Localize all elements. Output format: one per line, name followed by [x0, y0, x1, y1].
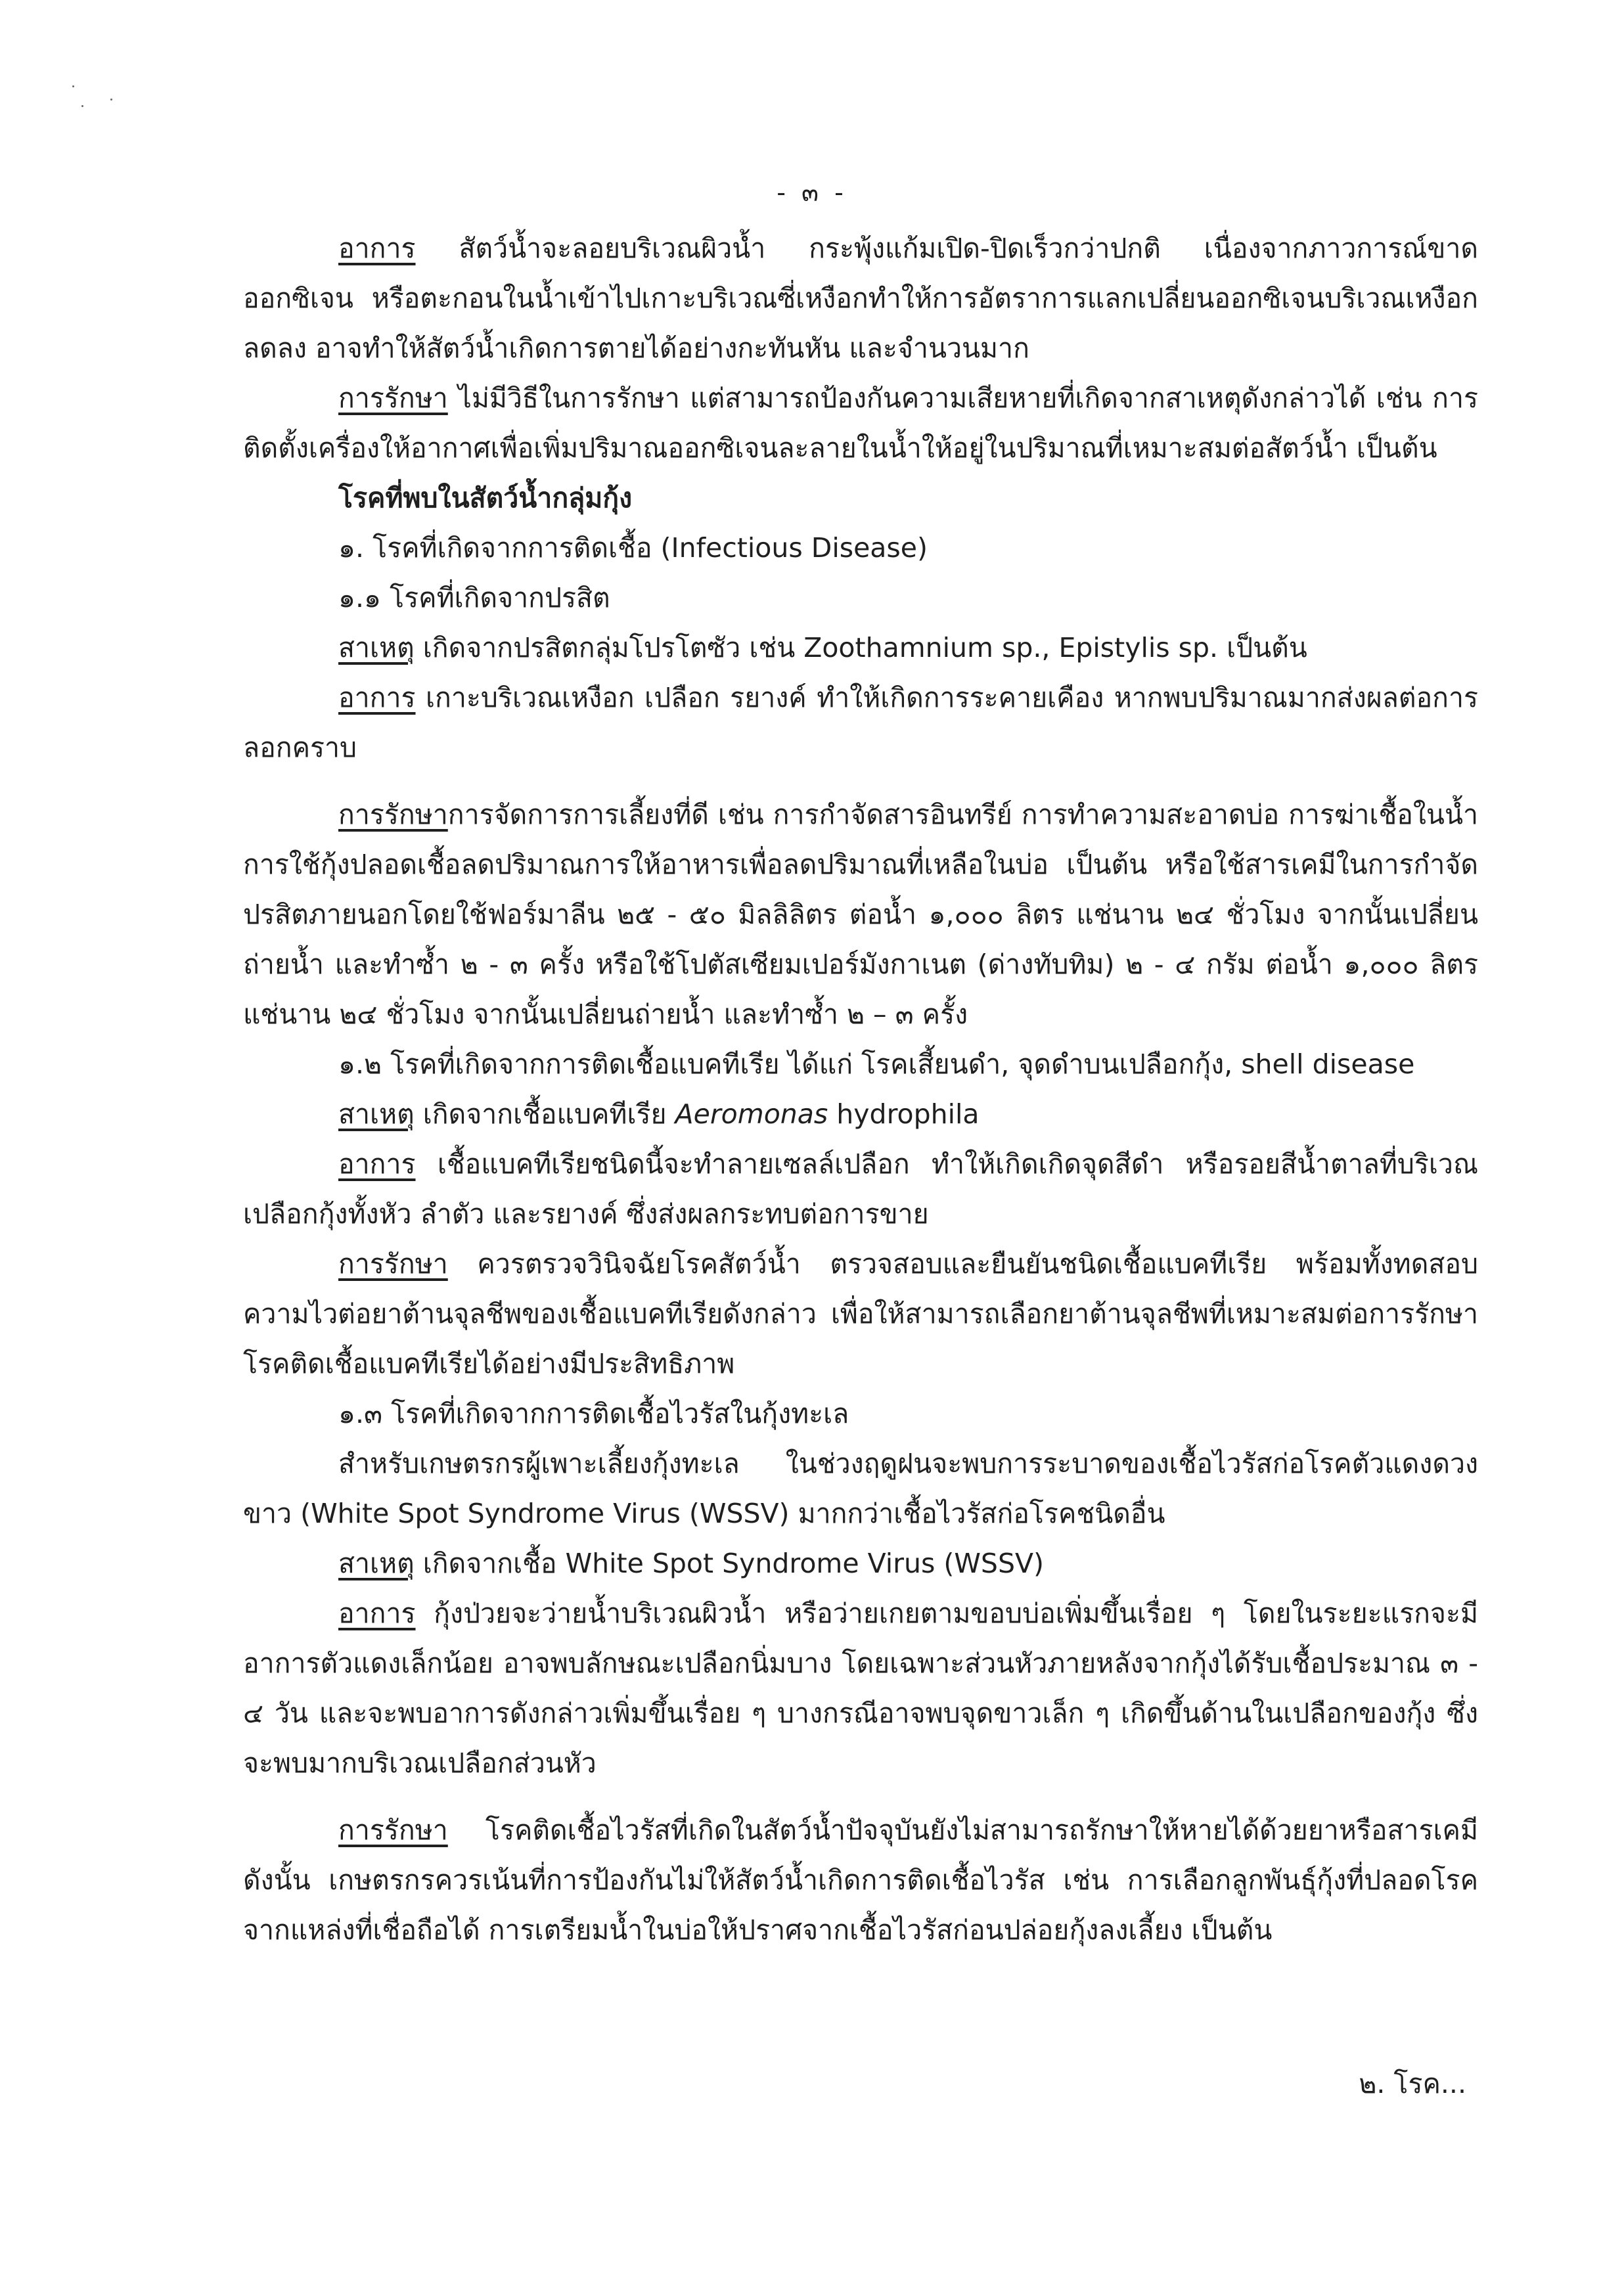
paragraph-label: การรักษา: [338, 382, 448, 414]
paragraph: [243, 790, 1478, 1039]
paragraph: [243, 1805, 1478, 1955]
scan-speck-2: [81, 105, 83, 107]
paragraph-text: ๑. โรคที่เกิดจากการติดเชื้อ (Infectious Disease): [338, 532, 928, 564]
paragraph: [243, 1538, 1478, 1588]
paragraph: [243, 223, 1478, 373]
paragraph-text: สัตว์น้ำจะลอยบริเวณผิวน้ำ กระพุ้งแก้มเปิด-ปิดเร็วกว่าปกติ เนื่องจากภาวการณ์ขาดออกซิเจน หรือตะกอนในน้ำเข้าไปเกาะบริเวณซี่เหงือกทำให้การอัตราการแลกเปลี่ยนออกซิเจนบริเวณเหงือกลดลง อาจทำให้สัตว์น้ำเกิดการตายได้อย่างกะทันหัน และจำนวนมาก: [243, 233, 1478, 364]
paragraph: [243, 673, 1478, 773]
document-body: [243, 223, 1478, 1955]
paragraph: [243, 373, 1478, 473]
paragraph-label: การรักษา: [338, 1814, 448, 1846]
paragraph-label: อาการ: [338, 233, 416, 264]
page-number: - ๓ -: [777, 178, 847, 207]
paragraph: [243, 1139, 1478, 1239]
paragraph-label: อาการ: [338, 1598, 416, 1629]
paragraph-text: กุ้งป่วยจะว่ายน้ำบริเวณผิวน้ำ หรือว่ายเกยตามขอบบ่อเพิ่มขึ้นเรื่อย ๆ โดยในระยะแรกจะมีอาการตัวแดงเล็กน้อย อาจพบลักษณะเปลือกนิ่มบาง โดยเฉพาะส่วนหัวภายหลังจากกุ้งได้รับเชื้อประมาณ ๓ - ๔ วัน และจะพบอาการดังกล่าวเพิ่มขึ้นเรื่อย ๆ บางกรณีอาจพบจุดขาวเล็ก ๆ เกิดขึ้นด้านในเปลือกของกุ้ง ซึ่งจะพบมากบริเวณเปลือกส่วนหัว: [243, 1598, 1478, 1779]
paragraph-label: สาเหตุ: [338, 632, 415, 663]
scan-speck-1: [72, 85, 74, 87]
paragraph-text: ควรตรวจวินิจฉัยโรคสัตว์น้ำ ตรวจสอบและยืนยันชนิดเชื้อแบคทีเรีย พร้อมทั้งทดสอบความไวต่อยาต้านจุลชีพของเชื้อแบคทีเรียดังกล่าว เพื่อให้สามารถเลือกยาต้านจุลชีพที่เหมาะสมต่อการรักษาโรคติดเชื้อแบคทีเรียได้อย่างมีประสิทธิภาพ: [243, 1248, 1478, 1379]
paragraph-text: ๑.๒ โรคที่เกิดจากการติดเชื้อแบคทีเรีย ได้แก่ โรคเสี้ยนดำ, จุดดำบนเปลือกกุ้ง, shell disease: [338, 1048, 1415, 1080]
paragraph-text: เกิดจากเชื้อ White Spot Syndrome Virus (WSSV): [414, 1548, 1045, 1579]
paragraph-text: ๑.๓ โรคที่เกิดจากการติดเชื้อไวรัสในกุ้งทะเล: [338, 1398, 849, 1429]
section-heading: โรคที่พบในสัตว์น้ำกลุ่มกุ้ง: [338, 482, 633, 514]
scientific-name: Aeromonas: [675, 1098, 828, 1130]
paragraph: [243, 1389, 1478, 1439]
paragraph: [243, 523, 1478, 573]
paragraph: [243, 1039, 1478, 1089]
paragraph: [243, 1089, 1478, 1139]
scan-speck-3: [110, 99, 112, 101]
paragraph-text: เกาะบริเวณเหงือก เปลือก รยางค์ ทำให้เกิดการระคายเคือง หากพบปริมาณมากส่งผลต่อการลอกคราบ: [243, 682, 1478, 763]
paragraph-text: สำหรับเกษตรกรผู้เพาะเลี้ยงกุ้งทะเล ในช่วงฤดูฝนจะพบการระบาดของเชื้อไวรัสก่อโรคตัวแดงดวงขาว (White Spot Syndrome Virus (WSSV) มากกว่าเชื้อไวรัสก่อโรคชนิดอื่น: [243, 1448, 1478, 1529]
paragraph-text: โรคติดเชื้อไวรัสที่เกิดในสัตว์น้ำปัจจุบันยังไม่สามารถรักษาให้หายได้ด้วยยาหรือสารเคมี ดังนั้น เกษตรกรควรเน้นที่การป้องกันไม่ให้สัตว์น้ำเกิดการติดเชื้อไวรัส เช่น การเลือกลูกพันธุ์กุ้งที่ปลอดโรคจากแหล่งที่เชื่อถือได้ การเตรียมน้ำในบ่อให้ปราศจากเชื้อไวรัสก่อนปล่อยกุ้งลงเลี้ยง เป็นต้น: [243, 1814, 1478, 1946]
paragraph-text: ๑.๑ โรคที่เกิดจากปรสิต: [338, 582, 610, 614]
paragraph: [243, 1588, 1478, 1788]
paragraph-label: สาเหตุ: [338, 1098, 415, 1130]
paragraph-label: อาการ: [338, 1148, 416, 1180]
paragraph-label: การรักษา: [338, 799, 448, 830]
paragraph-text: ไม่มีวิธีในการรักษา แต่สามารถป้องกันความเสียหายที่เกิดจากสาเหตุดังกล่าวได้ เช่น การติดตั้งเครื่องให้อากาศเพื่อเพิ่มปริมาณออกซิเจนละลายในน้ำให้อยู่ในปริมาณที่เหมาะสมต่อสัตว์น้ำ เป็นต้น: [243, 382, 1478, 464]
paragraph-text: เชื้อแบคทีเรียชนิดนี้จะทำลายเซลล์เปลือก ทำให้เกิดเกิดจุดสีดำ หรือรอยสีน้ำตาลที่บริเวณเปลือกกุ้งทั้งหัว ลำตัว และรยางค์ ซึ่งส่งผลกระทบต่อการขาย: [243, 1148, 1478, 1230]
paragraph: [243, 623, 1478, 673]
paragraph: [243, 1439, 1478, 1538]
paragraph-label: อาการ: [338, 682, 416, 713]
paragraph: [243, 573, 1478, 623]
paragraph-text-after: hydrophila: [828, 1098, 980, 1130]
next-page-catchword: ๒. โรค...: [1359, 2068, 1466, 2099]
paragraph-text: การจัดการการเลี้ยงที่ดี เช่น การกำจัดสารอินทรีย์ การทำความสะอาดบ่อ การฆ่าเชื้อในน้ำ การใช้กุ้งปลอดเชื้อลดปริมาณการให้อาหารเพื่อลดปริมาณที่เหลือในบ่อ เป็นต้น หรือใช้สารเคมีในการกำจัดปรสิตภายนอกโดยใช้ฟอร์มาลีน ๒๕ - ๕๐ มิลลิลิตร ต่อน้ำ ๑,๐๐๐ ลิตร แช่นาน ๒๔ ชั่วโมง จากนั้นเปลี่ยนถ่ายน้ำ และทำซ้ำ ๒ - ๓ ครั้ง หรือใช้โปตัสเซียมเปอร์มังกาเนต (ด่างทับทิม) ๒ - ๔ กรัม ต่อน้ำ ๑,๐๐๐ ลิตร แช่นาน ๒๔ ชั่วโมง จากนั้นเปลี่ยนถ่ายน้ำ และทำซ้ำ ๒ – ๓ ครั้ง: [243, 799, 1478, 1030]
paragraph-text: เกิดจากปรสิตกลุ่มโปรโตซัว เช่น Zoothamnium sp., Epistylis sp. เป็นต้น: [414, 632, 1307, 663]
paragraph-label: สาเหตุ: [338, 1548, 415, 1579]
paragraph-label: การรักษา: [338, 1248, 448, 1280]
paragraph: [243, 1239, 1478, 1389]
paragraph-text: เกิดจากเชื้อแบคทีเรีย: [414, 1098, 675, 1130]
